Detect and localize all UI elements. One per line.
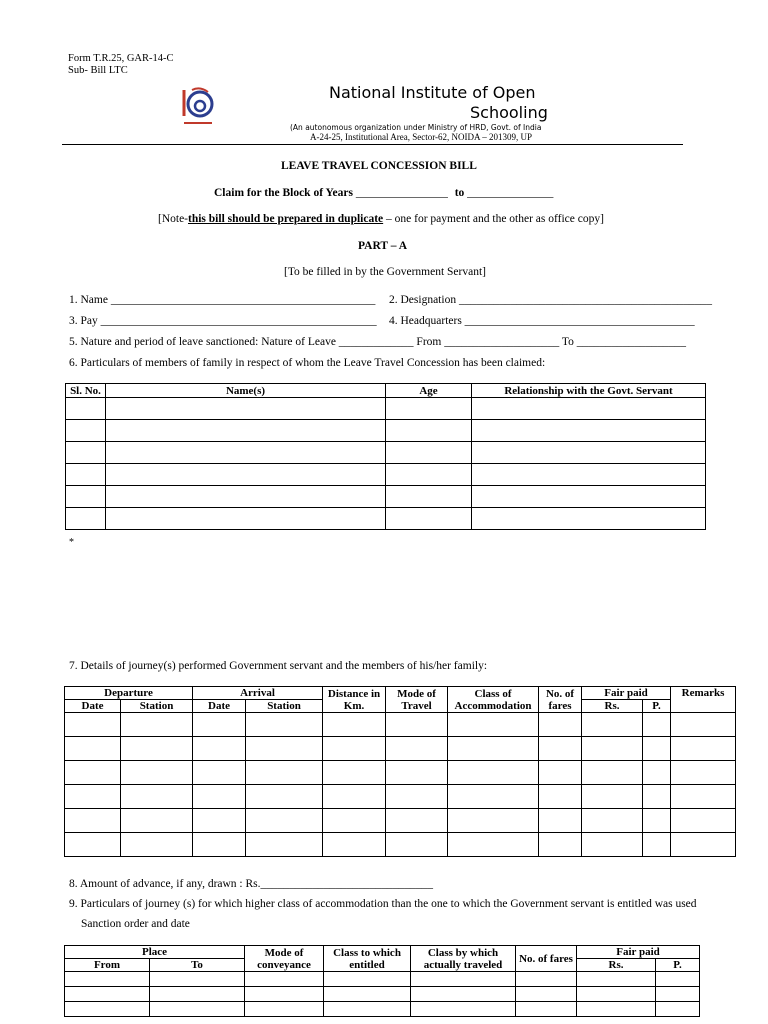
col-sl-no: Sl. No. xyxy=(66,384,106,398)
table-row[interactable] xyxy=(65,833,736,857)
claim-blank-from[interactable]: ________________ xyxy=(355,187,448,199)
sanction-order: Sanction order and date xyxy=(81,918,190,930)
journey-table xyxy=(64,686,736,857)
table-row[interactable] xyxy=(65,737,736,761)
col-fares: No. of fares xyxy=(516,946,577,972)
designation-field[interactable]: 2. Designation ____________________________________________ xyxy=(389,294,712,306)
col-traveled: Class by which actually traveled xyxy=(411,946,516,972)
table-row[interactable] xyxy=(65,785,736,809)
col-dep-date: Date xyxy=(65,700,121,713)
part-heading: PART – A xyxy=(358,240,408,252)
note-emphasis: this bill should be prepared in duplicate xyxy=(188,213,384,225)
col-place: Place xyxy=(65,946,245,959)
table-row[interactable] xyxy=(65,1002,700,1017)
note-prefix: [Note- xyxy=(158,213,189,225)
col-arrival: Arrival xyxy=(193,687,323,700)
claim-label: Claim for the Block of Years xyxy=(214,187,353,199)
col-arr-date: Date xyxy=(193,700,246,713)
col-age: Age xyxy=(386,384,472,398)
col-p: P. xyxy=(643,700,671,713)
advance-field[interactable]: 8. Amount of advance, if any, drawn : Rs.______________________________ xyxy=(69,878,434,890)
note-suffix: – one for payment and the other as office copy] xyxy=(383,213,604,225)
org-name-line1: National Institute of Open xyxy=(329,83,536,102)
table-row[interactable] xyxy=(65,987,700,1002)
duplicate-note xyxy=(158,213,604,225)
header-divider xyxy=(62,144,683,145)
org-note: (An autonomous organization under Ministry of HRD, Govt. of India xyxy=(290,123,542,132)
table-row[interactable] xyxy=(66,442,706,464)
family-table xyxy=(65,383,706,530)
journey-intro: 7. Details of journey(s) performed Government servant and the members of his/her family: xyxy=(69,660,488,672)
col-to: To xyxy=(150,959,245,972)
org-name-line2: Schooling xyxy=(470,103,548,122)
table-row[interactable] xyxy=(65,761,736,785)
table-row[interactable] xyxy=(66,464,706,486)
table-row[interactable] xyxy=(66,508,706,530)
col-entitled: Class to which entitled xyxy=(324,946,411,972)
col-relationship: Relationship with the Govt. Servant xyxy=(472,384,706,398)
col-departure: Departure xyxy=(65,687,193,700)
col-class: Class of Accommodation xyxy=(448,687,539,713)
table-row[interactable] xyxy=(65,713,736,737)
name-field[interactable]: 1. Name ______________________________________________ xyxy=(69,294,376,306)
part-instruction: [To be filled in by the Government Servant] xyxy=(284,266,486,278)
col-p: P. xyxy=(656,959,700,972)
table-row[interactable] xyxy=(66,398,706,420)
col-fares: No. of fares xyxy=(539,687,582,713)
table-row[interactable] xyxy=(66,486,706,508)
family-intro: 6. Particulars of members of family in respect of whom the Leave Travel Concession has been claimed: xyxy=(69,357,546,369)
col-fair-paid: Fair paid xyxy=(577,946,700,959)
col-rs: Rs. xyxy=(577,959,656,972)
bill-title: LEAVE TRAVEL CONCESSION BILL xyxy=(281,160,477,172)
col-fair-paid: Fair paid xyxy=(582,687,671,700)
headquarters-field[interactable]: 4. Headquarters ________________________________________ xyxy=(389,315,695,327)
claim-to: to xyxy=(454,187,465,199)
table-row[interactable] xyxy=(65,809,736,833)
table-row[interactable] xyxy=(66,420,706,442)
col-remarks: Remarks xyxy=(671,687,736,713)
col-dep-station: Station xyxy=(121,700,193,713)
form-number: Form T.R.25, GAR-14-C xyxy=(68,53,174,64)
sub-bill: Sub- Bill LTC xyxy=(68,65,128,76)
asterisk: * xyxy=(69,537,74,548)
higher-class-table xyxy=(64,945,700,1017)
col-mode: Mode of Travel xyxy=(386,687,448,713)
higher-class-intro: 9. Particulars of journey (s) for which higher class of accommodation than the one to which the Government servant is entitled was used xyxy=(69,898,697,910)
nios-logo-icon xyxy=(180,84,216,128)
claim-blank-to[interactable]: _______________ xyxy=(467,187,554,199)
org-address: A-24-25, Institutional Area, Sector-62, NOIDA – 201309, UP xyxy=(310,132,533,142)
col-from: From xyxy=(65,959,150,972)
col-rs: Rs. xyxy=(582,700,643,713)
col-conveyance: Mode of conveyance xyxy=(245,946,324,972)
pay-field[interactable]: 3. Pay ________________________________________________ xyxy=(69,315,377,327)
leave-field[interactable]: 5. Nature and period of leave sanctioned: Nature of Leave _____________ From ____________________ To ___________________ xyxy=(69,336,686,348)
col-names: Name(s) xyxy=(106,384,386,398)
col-arr-station: Station xyxy=(246,700,323,713)
col-distance: Distance in Km. xyxy=(323,687,386,713)
table-row[interactable] xyxy=(65,972,700,987)
claim-line xyxy=(214,187,553,199)
